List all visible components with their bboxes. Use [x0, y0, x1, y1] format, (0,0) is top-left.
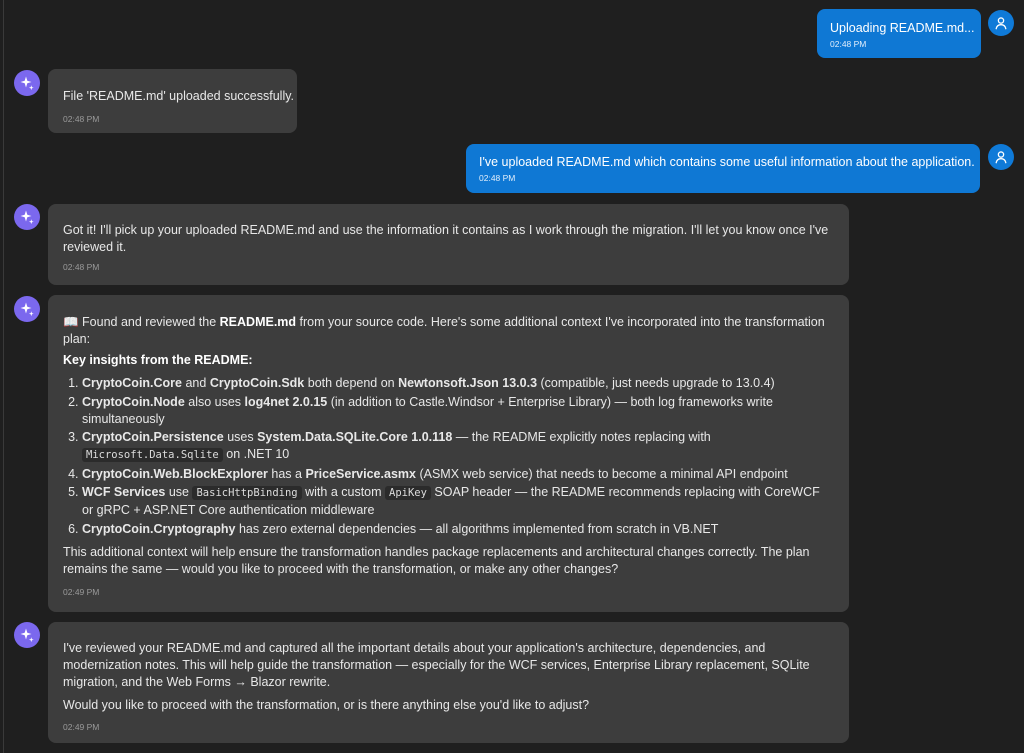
message-text: File 'README.md' uploaded successfully.: [63, 89, 295, 103]
sparkle-icon: [19, 301, 35, 317]
message-text: I've uploaded README.md which contains some useful information about the application.: [479, 155, 975, 169]
message-text: Got it! I'll pick up your uploaded README.md and use the information it contains as I work through the migration. I'll let you know once I've reviewed it.: [63, 223, 829, 254]
user-icon: [994, 150, 1008, 164]
insights-heading: Key insights from the README:: [63, 353, 253, 367]
message-text: Would you like to proceed with the transformation, or is there anything else you'd like to adjust?: [63, 698, 590, 712]
message-text: I've reviewed your README.md and captured all the important details about your application's architecture, dependencies, and modernization notes. This will help guide the transformation — especially for the WCF services, Enterprise Library replacement, SQLite migration, and the Web Forms → Blazor rewrite.: [63, 641, 810, 689]
user-message-bubble: [466, 144, 980, 193]
sparkle-icon: [19, 75, 35, 91]
user-icon: [994, 16, 1008, 30]
list-item: 1. CryptoCoin.Core and CryptoCoin.Sdk both depend on Newtonsoft.Json 13.0.3 (compatible, just needs upgrade to 13.0.4): [82, 375, 834, 392]
left-divider: [3, 0, 4, 753]
assistant-avatar: [14, 204, 40, 230]
message-timestamp: 02:48 PM: [63, 262, 100, 272]
list-item: 4. CryptoCoin.Web.BlockExplorer has a PriceService.asmx (ASMX web service) that needs to become a minimal API endpoint: [82, 466, 834, 483]
sparkle-icon: [19, 627, 35, 643]
inline-code: BasicHttpBinding: [192, 486, 301, 500]
message-timestamp: 02:48 PM: [479, 173, 516, 183]
book-icon: 📖: [63, 315, 79, 329]
insights-list: [63, 375, 834, 538]
user-avatar: [988, 10, 1014, 36]
message-timestamp: 02:49 PM: [63, 722, 100, 732]
message-timestamp: 02:48 PM: [63, 114, 100, 124]
assistant-avatar: [14, 70, 40, 96]
message-timestamp: 02:49 PM: [63, 586, 100, 597]
sparkle-icon: [19, 209, 35, 225]
inline-code: ApiKey: [385, 486, 431, 500]
list-item: 6. CryptoCoin.Cryptography has zero external dependencies — all algorithms implemented from scratch in VB.NET: [82, 521, 834, 538]
list-item: 5. WCF Services use BasicHttpBinding with a custom ApiKey SOAP header — the README recommends replacing with CoreWCF or gRPC + ASP.NET Core authentication middleware: [82, 484, 834, 519]
list-item: 2. CryptoCoin.Node also uses log4net 2.0.15 (in addition to Castle.Windsor + Enterprise Library) — both log frameworks write simultaneously: [82, 394, 834, 428]
assistant-message-bubble: [48, 622, 849, 743]
user-message-bubble: [817, 9, 981, 58]
assistant-message-bubble: [48, 204, 849, 285]
assistant-avatar: [14, 622, 40, 648]
message-closing: This additional context will help ensure the transformation handles package replacements and architectural changes correctly. The plan remains the same — would you like to proceed with the transformation, or make any other changes?: [63, 544, 810, 576]
message-intro: 📖 Found and reviewed the README.md from your source code. Here's some additional context I've incorporated into the transformation plan:: [63, 315, 825, 346]
assistant-message-bubble: [48, 295, 849, 612]
user-avatar: [988, 144, 1014, 170]
assistant-message-bubble: [48, 69, 297, 133]
inline-code: Microsoft.Data.Sqlite: [82, 448, 223, 462]
message-timestamp: 02:48 PM: [830, 39, 867, 49]
message-text: Uploading README.md...: [830, 21, 975, 35]
list-item: 3. CryptoCoin.Persistence uses System.Data.SQLite.Core 1.0.118 — the README explicitly notes replacing with Microsoft.Data.Sqlite on .NET 10: [82, 429, 834, 464]
assistant-avatar: [14, 296, 40, 322]
